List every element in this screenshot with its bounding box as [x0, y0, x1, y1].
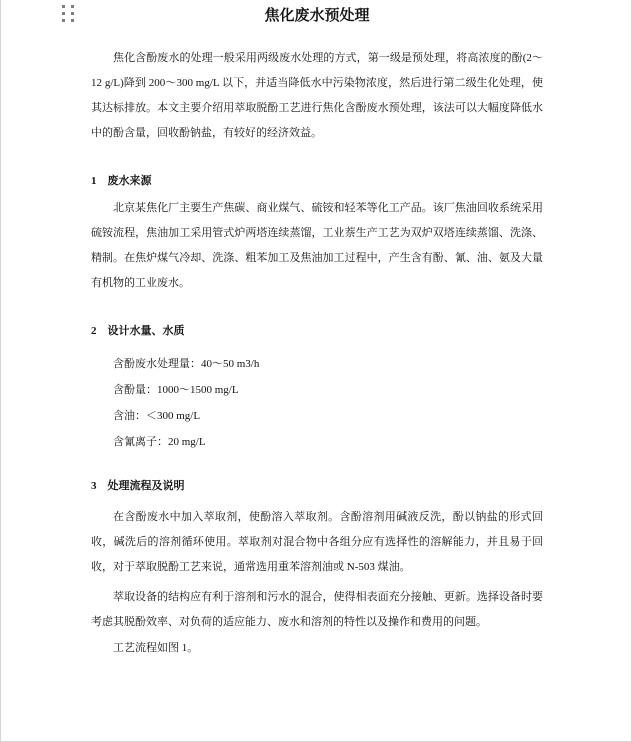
document-title[interactable]: 焦化废水预处理 — [264, 8, 370, 24]
spec-cyanide-content[interactable]: 含氰离子：20 mg/L — [113, 436, 206, 448]
section-heading-2[interactable]: 2 设计水量、水质 — [91, 325, 185, 337]
drag-handle-icon[interactable] — [62, 5, 74, 22]
spec-flow-rate[interactable]: 含酚废水处理量：40～50 m3/h — [113, 358, 260, 370]
spec-list — [91, 351, 543, 455]
document-content — [1, 5, 631, 661]
section-heading-1[interactable]: 1 废水来源 — [91, 175, 152, 187]
section-3-paragraph-1[interactable]: 在含酚废水中加入萃取剂，使酚溶入萃取剂。含酚溶剂用碱液反洗，酚以钠盐的形式回收，碱洗后的溶剂循环使用。萃取剂对混合物中各组分应有选择性的溶解能力，并且易于回收，对于萃取脱酚工艺来说，通常选用重苯溶剂油或 N-503 煤油。 — [91, 511, 543, 573]
section-1-paragraph[interactable]: 北京某焦化厂主要生产焦碳、商业煤气、硫铵和轻苯等化工产品。该厂焦油回收系统采用硫铵流程，焦油加工采用管式炉两塔连续蒸馏，工业萘生产工艺为双炉双塔连续蒸馏、洗涤、精制。在焦炉煤气冷却、洗涤、粗苯加工及焦油加工过程中，产生含有酚、氰、油、氨及大量有机物的工业废水。 — [91, 202, 543, 289]
spec-phenol-content[interactable]: 含酚量：1000～1500 mg/L — [113, 384, 239, 396]
section-3-paragraph-3[interactable]: 工艺流程如图 1。 — [113, 642, 199, 654]
section-3-paragraph-2[interactable]: 萃取设备的结构应有利于溶剂和污水的混合，使得相表面充分接触、更新。选择设备时要考虑其脱酚效率、对负荷的适应能力、废水和溶剂的特性以及操作和费用的问题。 — [91, 591, 543, 628]
section-heading-3[interactable]: 3 处理流程及说明 — [91, 480, 185, 492]
spec-oil-content[interactable]: 含油：＜300 mg/L — [113, 410, 201, 422]
intro-paragraph[interactable]: 焦化含酚废水的处理一般采用两级废水处理的方式，第一级是预处理，将高浓度的酚(2～12 g/L)降到 200～300 mg/L 以下，并适当降低水中污染物浓度，然后进行第二级生化处理，使其达标排放。本文主要介绍用萃取脱酚工艺进行焦化含酚废水预处理，该法可以大幅度降低水中的酚含量，回收酚钠盐，有较好的经济效益。 — [91, 52, 543, 139]
